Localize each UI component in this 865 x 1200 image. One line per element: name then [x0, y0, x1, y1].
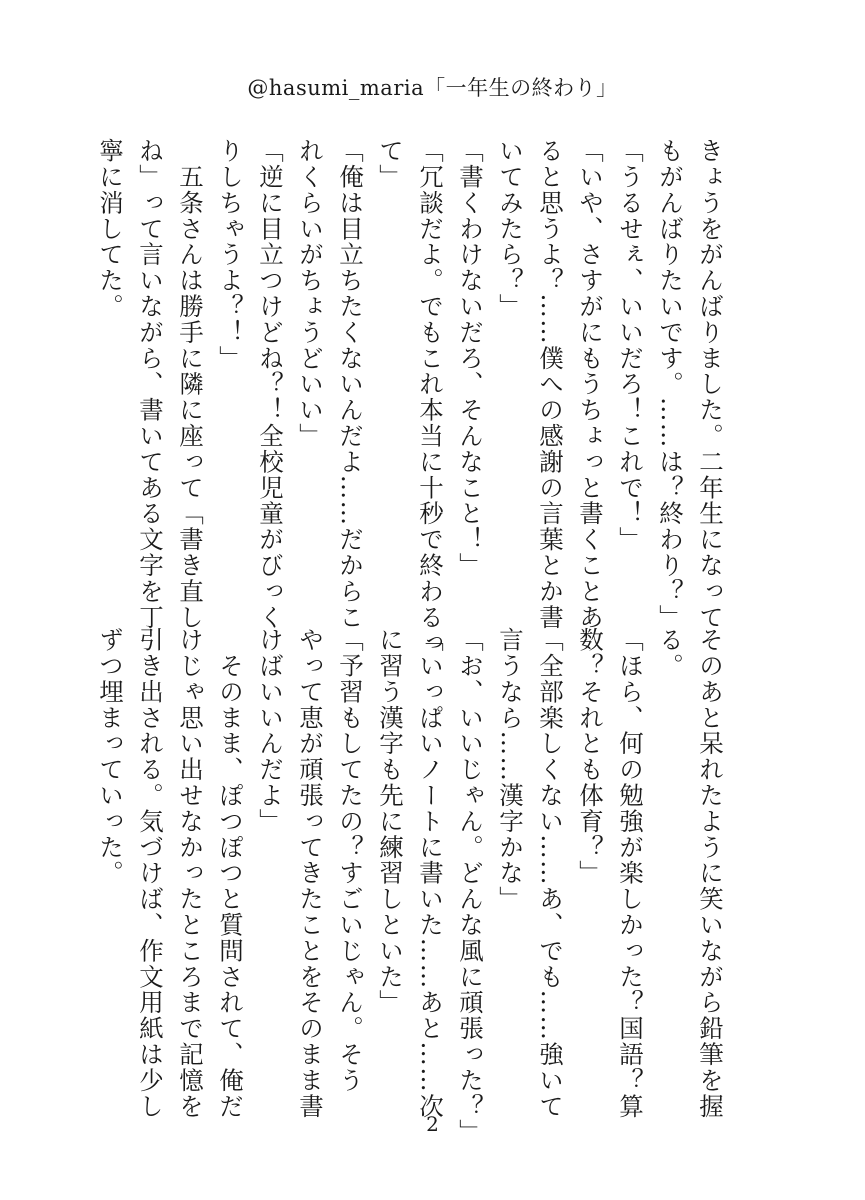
text-line: 「予習もしてたの？すごいじゃん。そう: [336, 627, 365, 1094]
text-line: けばいいんだよ」: [256, 627, 285, 835]
text-line: そのまま、ぽつぽつと質問されて、俺だ: [216, 627, 245, 1120]
text-line: ずつ埋まっていった。: [96, 627, 125, 886]
text-line: 「冗談だよ。でもこれ本当に十秒で終わるっ: [416, 138, 445, 656]
text-line: 「全部楽しくない……あ、でも……強いて: [536, 627, 565, 1120]
text-line: 「ほら、何の勉強が楽しかった？国語？算: [616, 627, 645, 1120]
text-line: 「いや、さすがにもうちょっと書くことあ: [576, 138, 605, 631]
text-line: 寧に消してた。: [96, 138, 125, 320]
text-line: 「逆に目立つけどね？！全校児童がびっく: [256, 138, 285, 631]
text-line: れくらいがちょうどいい」: [296, 138, 325, 449]
text-line: 「お、いいじゃん。どんな風に頑張った？」: [456, 627, 485, 1145]
text-line: いてみたら？」: [496, 138, 525, 320]
text-line: ると思うよ？……僕への感謝の言葉とか書: [536, 138, 565, 631]
text-line: 五条さんは勝手に隣に座って「書き直し: [176, 138, 205, 631]
text-line: そのあと呆れたように笑いながら鉛筆を握: [696, 627, 725, 1120]
text-line: る。: [656, 627, 685, 679]
text-line: 言うなら……漢字かな」: [496, 627, 525, 912]
text-line: 「俺は目立ちたくないんだよ……だからこ: [336, 138, 365, 631]
text-line: に習う漢字も先に練習しといた」: [376, 627, 405, 1016]
text-line: 数？それとも体育？」: [576, 627, 605, 886]
page-header-title: @hasumi_maria「一年生の終わり」: [247, 76, 618, 100]
text-line: もがんばりたいです。……は？終わり？」: [656, 138, 685, 631]
text-line: ね」って言いながら、書いてある文字を丁: [136, 138, 165, 631]
text-line: 「うるせぇ、いいだろ！これで！」: [616, 138, 645, 553]
text-line: りしちゃうよ？！」: [216, 138, 245, 372]
text-block-bottom: [96, 627, 730, 1145]
text-line: 引き出される。気づけば、作文用紙は少し: [136, 627, 165, 1120]
text-line: けじゃ思い出せなかったところまで記憶を: [176, 627, 205, 1120]
text-line: 「書くわけないだろ、そんなこと！」: [456, 138, 485, 579]
text-line: て」: [376, 138, 405, 190]
text-line: 「いっぱいノートに書いた……あと……次: [416, 627, 445, 1120]
text-line: やって恵が頑張ってきたことをそのまま書: [296, 627, 325, 1120]
page-number: 2: [426, 1112, 439, 1136]
text-block-top: [96, 138, 730, 656]
text-line: きょうをがんばりました。二年生になって: [696, 138, 725, 631]
